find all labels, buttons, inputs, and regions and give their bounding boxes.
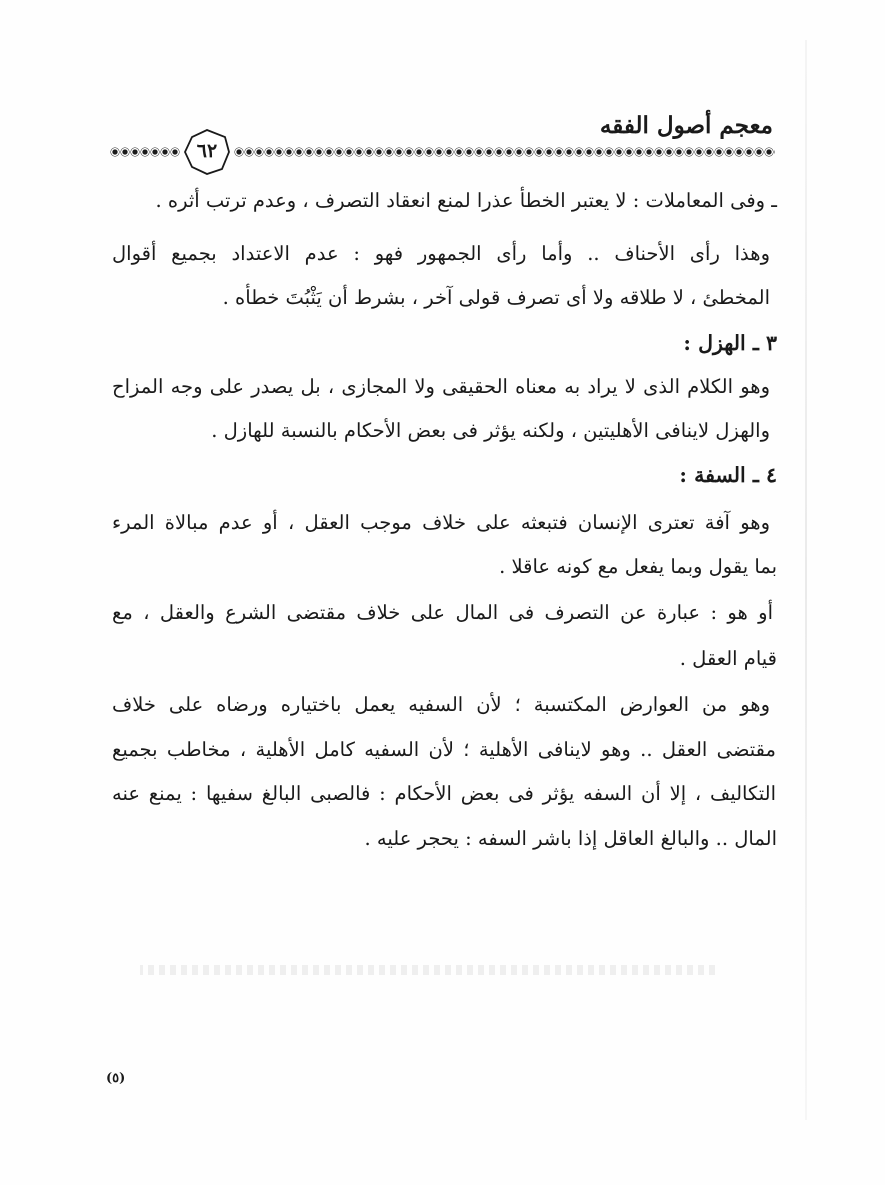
text-line: قيام العقل . xyxy=(679,647,777,670)
text-line: أو هو : عبارة عن التصرف فى المال على خلاف مقتضى الشرع والعقل ، مع xyxy=(112,601,773,624)
text-line: والهزل لاينافى الأهليتين ، ولكنه يؤثر فى بعض الأحكام بالنسبة للهازل . xyxy=(211,419,770,442)
signature-mark: (٥) xyxy=(106,1071,126,1086)
ornament-strip-right xyxy=(234,146,775,158)
text-line: مقتضى العقل .. وهو لاينافى الأهلية ؛ لأن السفيه كامل الأهلية ، مخاطب بجميع xyxy=(112,738,776,761)
text-line: ـ وفى المعاملات : لا يعتبر الخطأ عذرا لمنع انعقاد التصرف ، وعدم ترتب أثره . xyxy=(155,189,777,212)
text-line: المال .. والبالغ العاقل إذا باشر السفه : يحجر عليه . xyxy=(364,827,777,850)
section-heading-hazl: ٣ ـ الهزل : xyxy=(683,331,777,355)
text-line: وهو آفة تعترى الإنسان فتبعثه على خلاف موجب العقل ، أو عدم مبالاة المرء xyxy=(112,511,770,534)
text-line: وهذا رأى الأحناف .. وأما رأى الجمهور فهو : عدم الاعتداد بجميع أقوال xyxy=(112,242,770,265)
header-ornament-rule xyxy=(110,140,775,162)
text-line: وهو الكلام الذى لا يراد به معناه الحقيقى ولا المجازى ، بل يصدر على وجه المزاح xyxy=(112,375,770,398)
page-edge-shadow xyxy=(805,40,807,1120)
page-number-badge xyxy=(184,129,230,175)
running-header-title: معجم أصول الفقه xyxy=(599,112,773,139)
section-heading-safah: ٤ ـ السفة : xyxy=(679,463,777,487)
text-line: وهو من العوارض المكتسبة ؛ لأن السفيه يعمل باختياره ورضاه على خلاف xyxy=(112,693,770,716)
page-number: ٦٢ xyxy=(196,140,218,162)
text-line: التكاليف ، إلا أن السفه يؤثر فى بعض الأحكام : فالصبى البالغ سفيها : يمنع عنه xyxy=(112,782,776,805)
text-line: بما يقول وبما يفعل مع كونه عاقلا . xyxy=(499,555,777,578)
bleed-through-text xyxy=(140,965,715,975)
text-line: المخطئ ، لا طلاقه ولا أى تصرف قولى آخر ، بشرط أن يَثْبُتَ خطأه . xyxy=(222,286,770,309)
ornament-strip-left xyxy=(110,146,180,158)
